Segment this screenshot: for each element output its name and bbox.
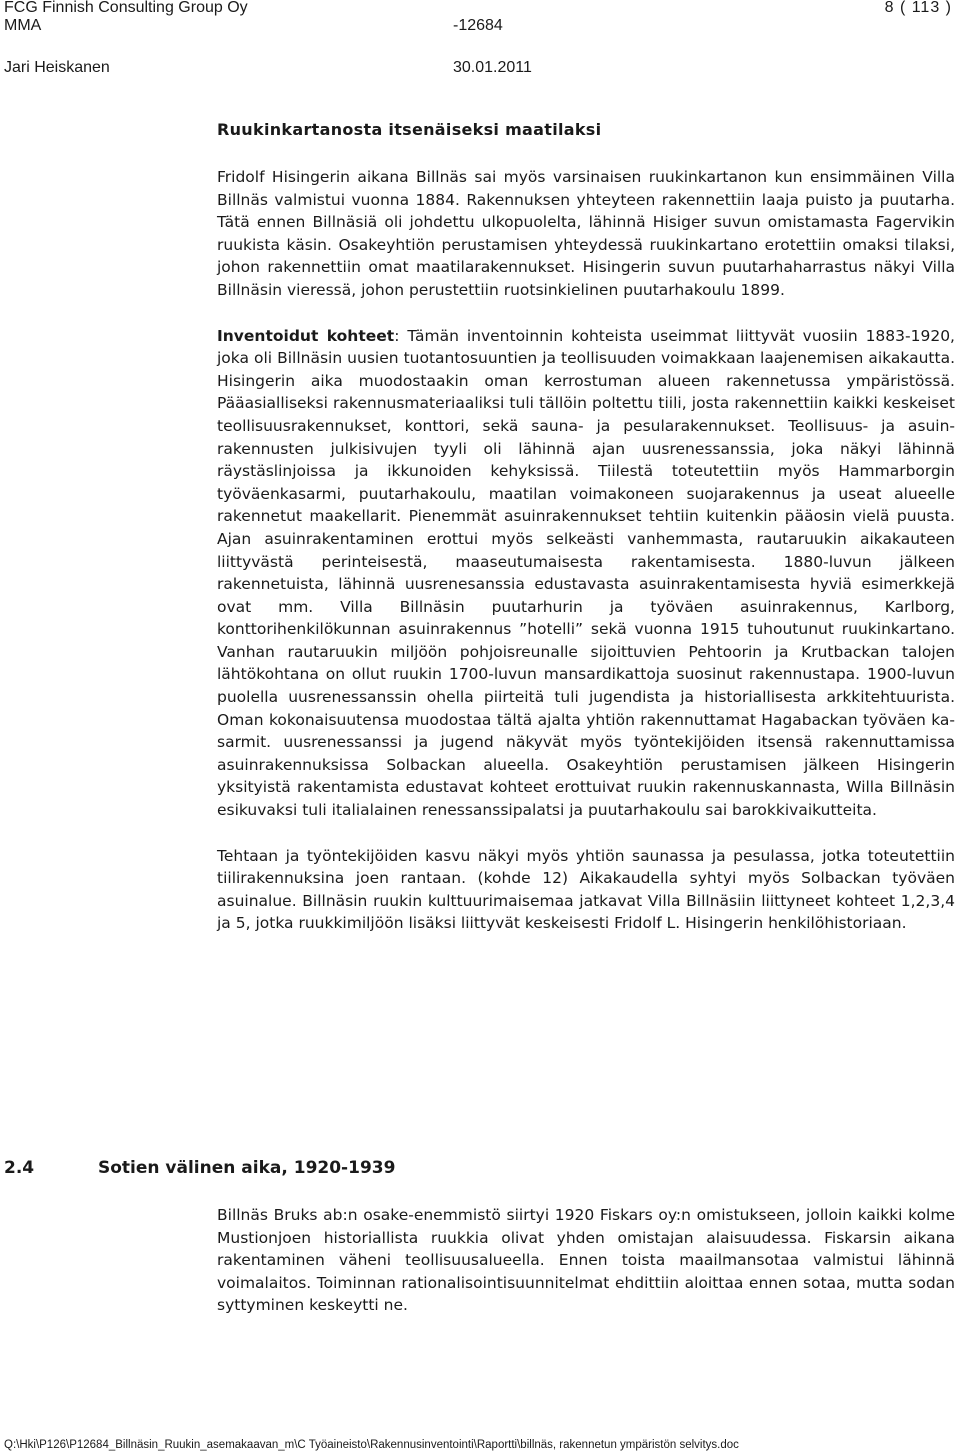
- header-author: Jari Heiskanen: [4, 59, 110, 76]
- footer-file-path: Q:\Hki\P126\P12684_Billnäsin_Ruukin_asemakaavan_m\C Työaineisto\Rakennusinventointi\Raportti\billnäs, rakennetun ympäristön selvitys.doc: [4, 1439, 739, 1451]
- body-text: [217, 166, 955, 935]
- header-company: FCG Finnish Consulting Group Oy: [4, 0, 248, 16]
- header-page-number: 8 ( 113 ): [884, 0, 952, 16]
- section-number: 2.4: [4, 1158, 35, 1178]
- header-code: MMA: [4, 17, 42, 34]
- header-project-number: -12684: [453, 17, 503, 34]
- paragraph-inventoidut-kohteet: [217, 325, 955, 822]
- paragraph-label: Inventoidut kohteet: [217, 326, 395, 345]
- paragraph-ruukinkartano: Fridolf Hisingerin aikana Billnäs sai myös varsinaisen ruukinkartanon kun ensimmäinen Villa Billnäs valmistui vuonna 1884. Rakennuksen yhteyteen rakennettiin laaja puisto ja puutarha. Tätä ennen Billnäsiä oli johdettu ulkopuolelta, lähinnä Hisiger suvun omistamasta Fagervikin ruukista käsin. Osakeyhtiön perustamisen yhteydessä ruukinkartano erotettiin omaksi tilaksi, johon rakennettiin omat maatilarakennukset. Hisingerin suvun puutarhaharrastus näkyi Villa Billnäsin vieressä, johon perustettiin ruotsinkielinen puutarhakoulu 1899.: [217, 168, 955, 299]
- section-title: Sotien välinen aika, 1920-1939: [98, 1158, 396, 1178]
- subheading: Ruukinkartanosta itsenäiseksi maatilaksi: [217, 120, 602, 139]
- section-body: [217, 1204, 955, 1317]
- paragraph-text: : Tämän inventoinnin kohteista useimmat liittyvät vuosiin 1883-1920, joka oli Billnäsin uusien tuotantosuuntien ja teollisuuden voimakkaan laajenemisen aikakautta. Hisingerin aika muodostaakin oman kerrostuman alueen rakennetussa ympäristössä. Pääasialliseksi rakennusmateriaaliksi tuli tällöin poltettu tiili, josta rakennettiin kaikki keskeiset teollisuusrakennukset, konttori, sekä sauna- ja pesularakennukset. Teollisuus- ja asuinrakennusten julkisivujen tyyli oli lähinnä ajan uusrenessanssia, joka näkyi lähinnä räystäslinjoissa ja ikkunoiden kehyksissä. Tiilestä toteutettiin myös Hammarborgin työväenkasarmi, puutarhakoulu, maatilan voimakoneen suojarakennus ja useat alueelle rakennetut maakellarit. Pienemmät asuinrakennukset tehtiin kuitenkin pääosin vielä puusta. Ajan asuinrakentaminen erottui myös selkeästi vanhemmasta, rautaruukin aikakauteen liittyvästä perinteisestä, maaseutumaisesta rakentamisesta. 1880-luvun jälkeen rakennetuista, lähinnä uusrenesanssia edustavasta asuinrakentamisesta hyviä esimerkkejä ovat mm. Villa Billnäsin puutarhurin ja työväen asuinrakennus, Karlborg, konttorihenkilökunnan asuinrakennus ”hotelli” sekä vuonna 1915 tuhoutunut ruukinkartano. Vanhan rautaruukin miljöön pohjoisreunalle sijoittuvien Pehtoorin ja Krutbackan talojen lähtökohtana on ollut ruukin 1700-luvun mansardikattoja suosinut rakennustapa. 1900-luvun puolella uusrenessanssin ohella piirteitä tuli jugendista ja historiallisesta arkkitehtuurista. Oman kokonaisuutensa muodostaa tältä ajalta yhtiön rakennuttamat Hagabackan työväen kasarmit. uusrenessanssi ja jugend näkyvät myös työntekijöiden itsensä rakennuttamissa asuinrakennuksissa Solbackan alueella. Osakeyhtiön perustamisen jälkeen Hisingerin yksityistä rakentamista edustavat kohteet erottuivat ruukin rakennuskannasta, Willa Billnäsin esikuvaksi tuli italialainen renessanssipalatsi ja puutarhakoulu sai barokkivaikutteita.: [217, 326, 955, 820]
- paragraph-sotien-valinen-aika: Billnäs Bruks ab:n osake-enemmistö siirtyi 1920 Fiskars oy:n omistukseen, jolloin kaikki kolme Mustionjoen historiallista ruukkia olivat yhden omistajan alaisuudessa. Fiskarsin aikana rakentaminen väheni teollisuusalueella. Ennen toista maailmansotaa valmistui lähinnä voimalaitos. Toiminnan rationalisointisuunnitelmat ehdittiin aloittaa ennen sotaa, mutta sodan syttyminen keskeytti ne.: [217, 1206, 955, 1315]
- paragraph-tehtaan-kasvu: Tehtaan ja työntekijöiden kasvu näkyi myös yhtiön saunassa ja pesulassa, jotka toteutettiin tiilirakennuksina joen rantaan. (kohde 12) Aikakaudella syhtyi myös Solbackan työväen asuinalue. Billnäsin ruukin kulttuurimaisemaa jatkavat Villa Billnäsiin liittyneet kohteet 1,2,3,4 ja 5, jotka ruukkimiljöön lisäksi liittyvät keskeisesti Fridolf L. Hisingerin henkilöhistoriaan.: [217, 846, 955, 933]
- header-date: 30.01.2011: [453, 59, 532, 76]
